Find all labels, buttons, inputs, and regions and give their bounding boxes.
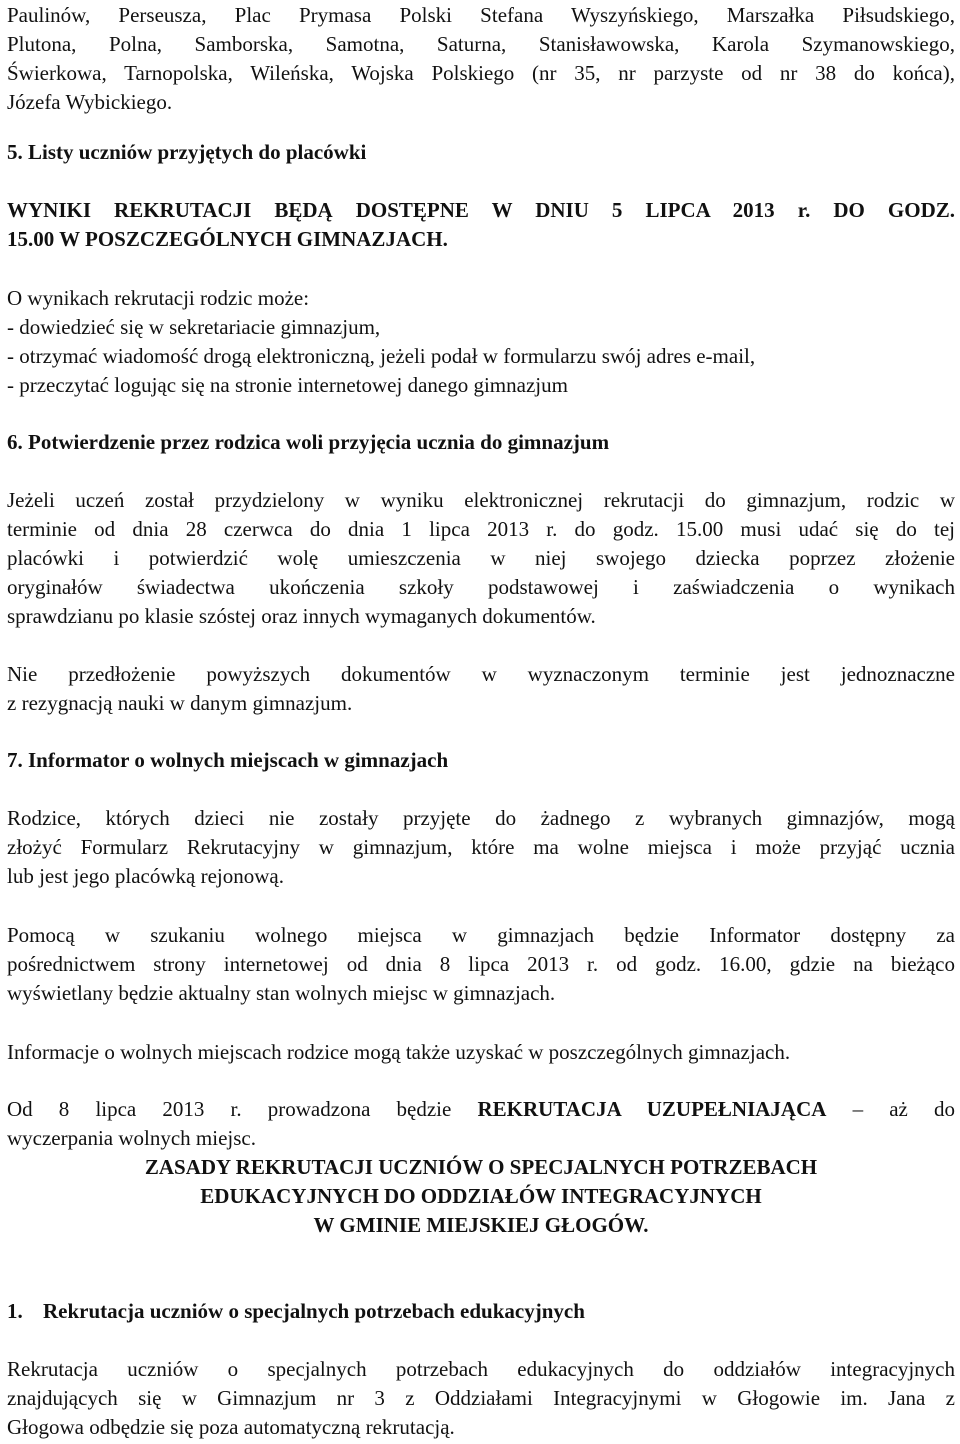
text-line: Rodzice, których dzieci nie zostały przyjęte do żadnego z wybranych gimnazjów, mogą [7, 806, 955, 830]
section-r1-paragraph [7, 1355, 955, 1442]
section-title: Rekrutacja uczniów o specjalnych potrzebach edukacyjnych [43, 1299, 585, 1323]
text-line: wyświetlany będzie aktualny stan wolnych miejsc w gimnazjach. [7, 981, 556, 1005]
section-7-paragraph-3: Informacje o wolnych miejscach rodzice mogą także uzyskać w poszczególnych gimnazjach. [7, 1040, 791, 1064]
rules-title [7, 1153, 955, 1240]
text-line: Plutona, Polna, Samborska, Samotna, Saturna, Stanisławowska, Karola Szymanowskiego, [7, 32, 955, 56]
text-line: Nie przedłożenie powyższych dokumentów w wyznaczonym terminie jest jednoznaczne [7, 662, 955, 686]
notice-line: WYNIKI REKRUTACJI BĘDĄ DOSTĘPNE W DNIU 5 LIPCA 2013 r. DO GODZ. [7, 198, 955, 222]
title-line: EDUKACYJNYCH DO ODDZIAŁÓW INTEGRACYJNYCH [200, 1184, 762, 1208]
results-options-list [7, 284, 955, 400]
text-line [7, 1095, 955, 1124]
text-line: Świerkowa, Tarnopolska, Wileńska, Wojska Polskiego (nr 35, nr parzyste od nr 38 do końca), [7, 61, 955, 85]
section-number: 1. [7, 1299, 23, 1323]
results-notice [7, 196, 955, 254]
text-line: terminie od dnia 28 czerwca do dnia 1 lipca 2013 r. do godz. 15.00 musi udać się do tej [7, 517, 955, 541]
text-line: Pomocą w szukaniu wolnego miejsca w gimnazjach będzie Informator dostępny za [7, 923, 955, 947]
notice-line: 15.00 W POSZCZEGÓLNYCH GIMNAZJACH. [7, 227, 448, 251]
text-line: Paulinów, Perseusza, Plac Prymasa Polski Stefana Wyszyńskiego, Marszałka Piłsudskiego, [7, 3, 955, 27]
section-6-paragraph-2 [7, 660, 955, 718]
list-item: - przeczytać logując się na stronie internetowej danego gimnazjum [7, 373, 568, 397]
text-line: Józefa Wybickiego. [7, 90, 173, 114]
section-6-heading: 6. Potwierdzenie przez rodzica woli przyjęcia ucznia do gimnazjum [7, 430, 610, 454]
list-item: - dowiedzieć się w sekretariacie gimnazjum, [7, 315, 381, 339]
text-line: Głogowa odbędzie się poza automatyczną rekrutacją. [7, 1415, 455, 1439]
title-line: W GMINIE MIEJSKIEJ GŁOGÓW. [313, 1213, 649, 1237]
text-line: Jeżeli uczeń został przydzielony w wyniku elektronicznej rekrutacji do gimnazjum, rodzic w [7, 488, 955, 512]
text-line: lub jest jego placówką rejonową. [7, 864, 284, 888]
section-7-heading: 7. Informator o wolnych miejscach w gimnazjach [7, 748, 449, 772]
text-line: z rezygnacją nauki w danym gimnazjum. [7, 691, 353, 715]
section-7-paragraph-2 [7, 921, 955, 1008]
title-line: ZASADY REKRUTACJI UCZNIÓW O SPECJALNYCH POTRZEBACH [144, 1155, 818, 1179]
section-r1-heading [7, 1297, 955, 1326]
list-item: - otrzymać wiadomość drogą elektroniczną, jeżeli podał w formularzu swój adres e-mail, [7, 344, 756, 368]
text-line: placówki i potwierdzić wolę umieszczenia w niej swojego dziecka poprzez złożenie [7, 546, 955, 570]
text-line: złożyć Formularz Rekrutacyjny w gimnazjum, które ma wolne miejsca i może przyjąć ucznia [7, 835, 955, 859]
street-list-paragraph [7, 1, 955, 117]
section-5-heading: 5. Listy uczniów przyjętych do placówki [7, 140, 367, 164]
text-line: wyczerpania wolnych miejsc. [7, 1126, 256, 1150]
supplementary-recruitment-emphasis: REKRUTACJA UZUPEŁNIAJĄCA [477, 1097, 827, 1121]
text-line: pośrednictwem strony internetowej od dnia 8 lipca 2013 r. od godz. 16.00, gdzie na bieżąco [7, 952, 955, 976]
text-line: sprawdzianu po klasie szóstej oraz innych wymaganych dokumentów. [7, 604, 596, 628]
text-line: Rekrutacja uczniów o specjalnych potrzebach edukacyjnych do oddziałów integracyjnych [7, 1357, 955, 1381]
section-7-paragraph-4 [7, 1095, 955, 1153]
section-7-paragraph-1 [7, 804, 955, 891]
list-intro: O wynikach rekrutacji rodzic może: [7, 286, 310, 310]
text-line: znajdujących się w Gimnazjum nr 3 z Oddziałami Integracyjnymi w Głogowie im. Jana z [7, 1386, 955, 1410]
text-line: oryginałów świadectwa ukończenia szkoły podstawowej i zaświadczenia o wynikach [7, 575, 955, 599]
text-run: Od 8 lipca 2013 r. prowadzona będzie [7, 1097, 452, 1121]
text-run: – aż do [852, 1097, 955, 1121]
section-6-paragraph-1 [7, 486, 955, 631]
